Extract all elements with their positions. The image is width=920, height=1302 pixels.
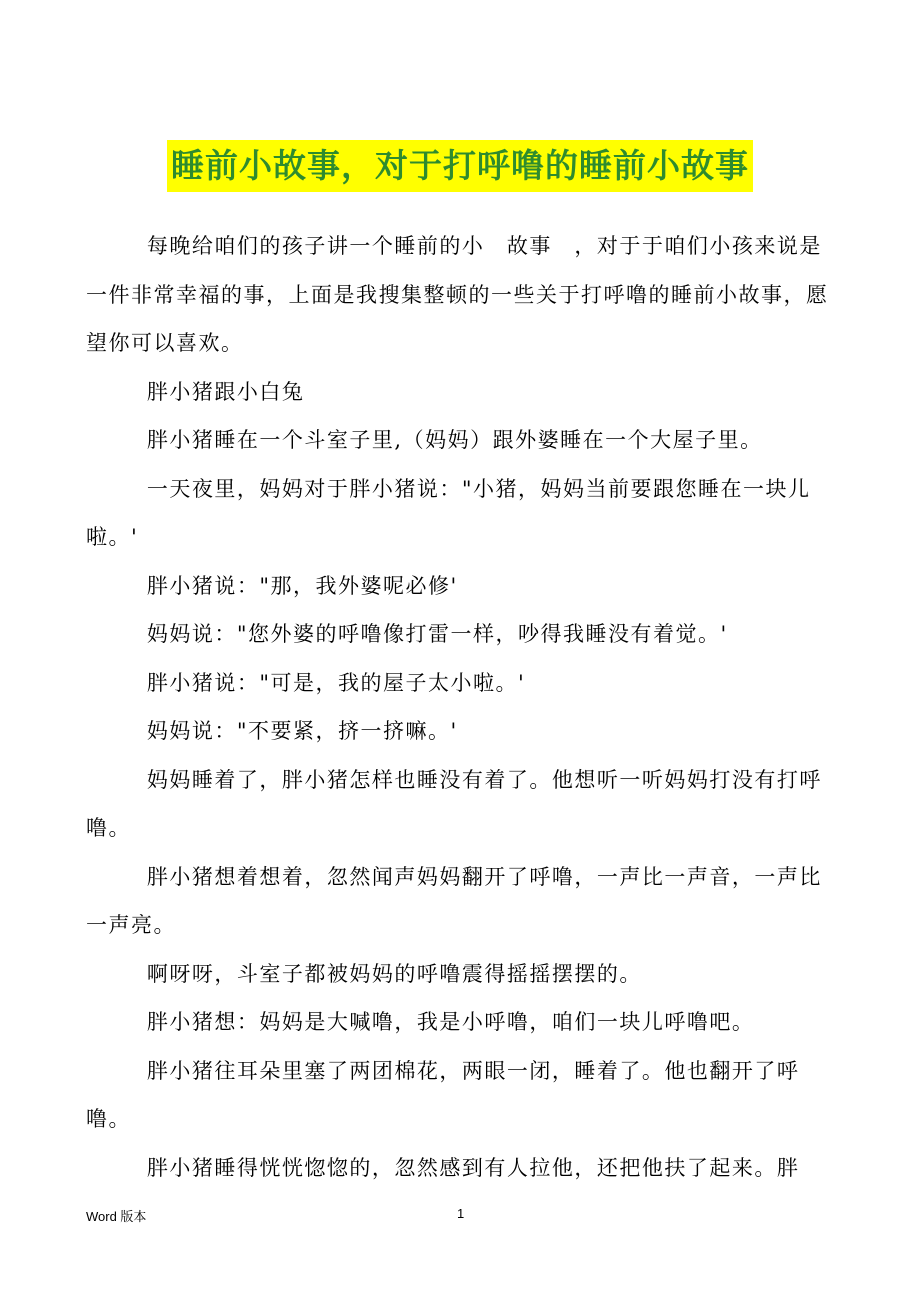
document-body xyxy=(86,222,836,1192)
paragraph: 胖小猪想：妈妈是大喊噜，我是小呼噜，咱们一块儿呼噜吧。 xyxy=(146,1010,755,1034)
paragraph: 一天夜里，妈妈对于胖小猪说："小猪，妈妈当前要跟您睡在一块儿啦。' xyxy=(86,476,811,549)
paragraph: 妈妈睡着了，胖小猪怎样也睡没有着了。他想听一听妈妈打没有打呼噜。 xyxy=(86,767,822,840)
paragraph: 胖小猪说："可是，我的屋子太小啦。' xyxy=(146,670,526,695)
title-container xyxy=(0,140,920,192)
paragraph: 妈妈说："您外婆的呼噜像打雷一样，吵得我睡没有着觉。' xyxy=(146,622,728,646)
page-number: 1 xyxy=(457,1206,465,1221)
paragraph: 啊呀呀，斗室子都被妈妈的呼噜震得摇摇摆摆的。 xyxy=(146,961,642,986)
paragraph: 胖小猪睡在一个斗室子里,（妈妈）跟外婆睡在一个大屋子里。 xyxy=(146,428,763,452)
footer-label: Word 版本 xyxy=(86,1209,147,1224)
paragraph: 胖小猪睡得恍恍惚惚的，忽然感到有人拉他，还把他扶了起来。胖 xyxy=(146,1155,800,1180)
document-title: 睡前小故事，对于打呼噜的睡前小故事 xyxy=(167,140,753,192)
paragraph-intro: 每晚给咱们的孩子讲一个睡前的小 故事 ，对于于咱们小孩来说是一件非常幸福的事，上面是我搜集整顿的一些关于打呼噜的睡前小故事，愿望你可以喜欢。 xyxy=(86,234,829,355)
paragraph: 胖小猪说："那，我外婆呢必修' xyxy=(146,573,458,598)
paragraph: 胖小猪想着想着，忽然闻声妈妈翻开了呼噜，一声比一声音，一声比一声亮。 xyxy=(86,864,822,937)
paragraph: 妈妈说："不要紧，挤一挤嘛。' xyxy=(146,719,458,743)
paragraph-story-title: 胖小猪跟小白兔 xyxy=(146,379,305,404)
paragraph: 胖小猪往耳朵里塞了两团棉花，两眼一闭，睡着了。他也翻开了呼噜。 xyxy=(86,1058,800,1131)
